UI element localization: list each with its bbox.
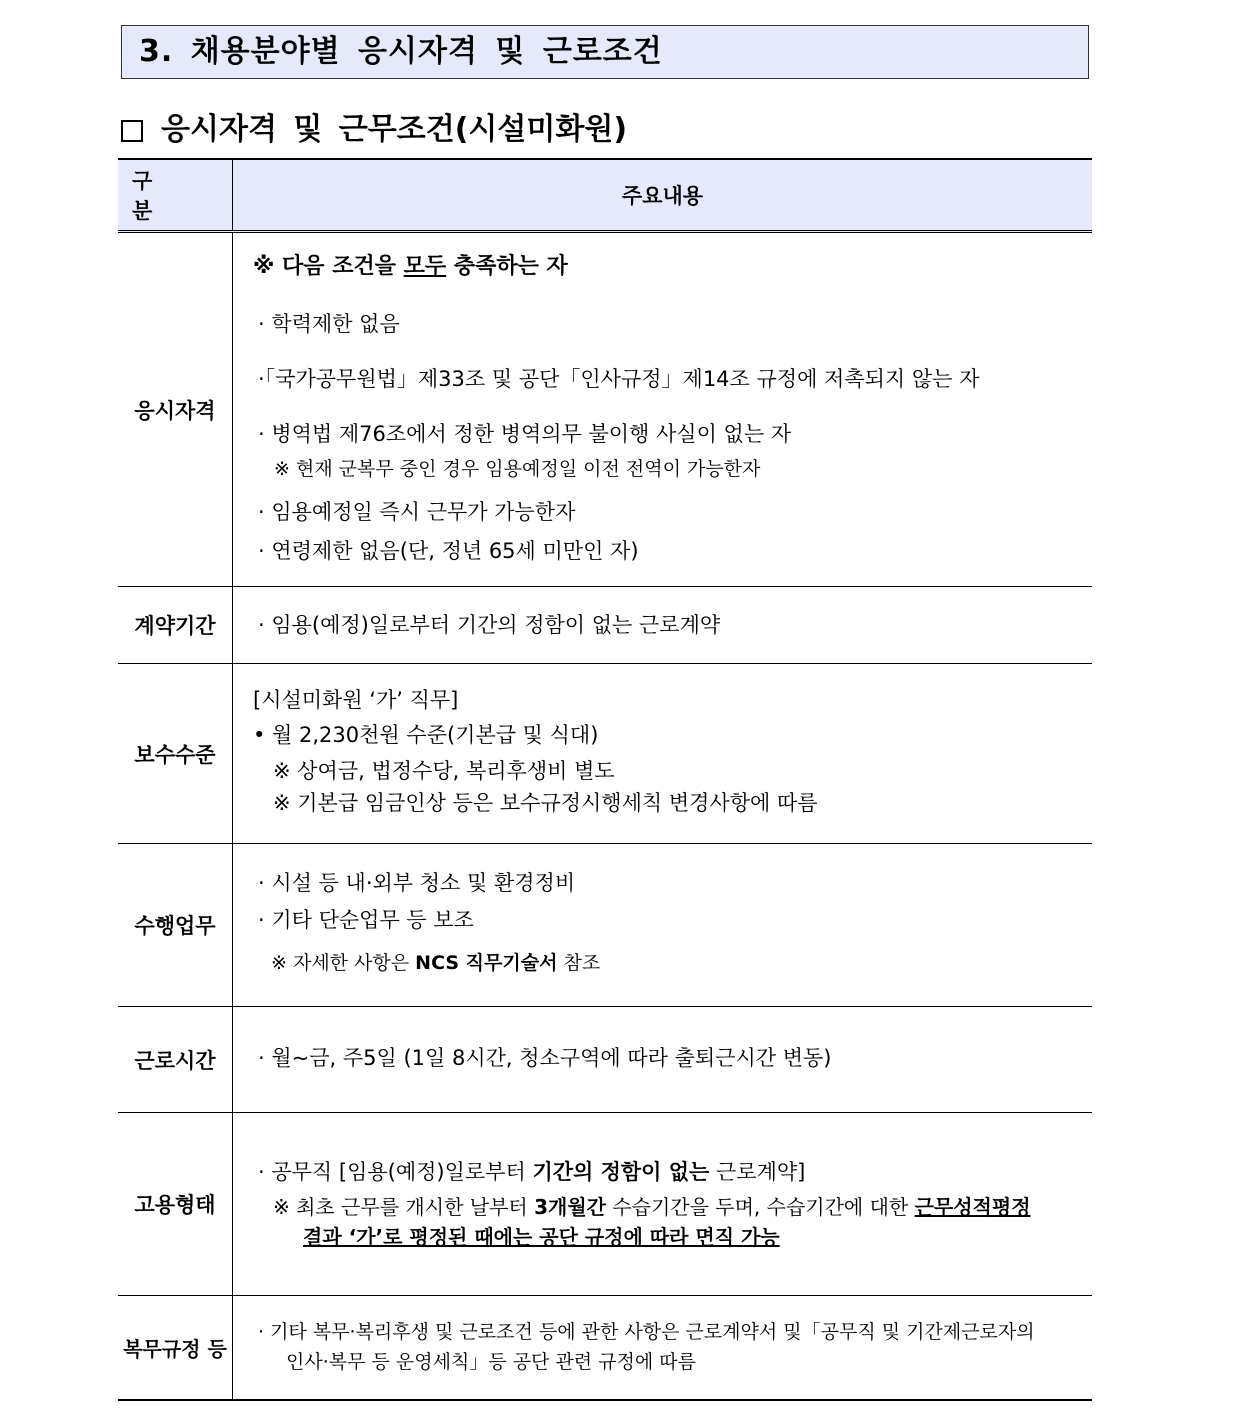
hours-item: · 월~금, 주5일 (1일 8시간, 청소구역에 따라 출퇴근시간 변동): [258, 1046, 832, 1070]
header-content: 주요내용: [621, 184, 704, 208]
row-employment: [118, 1113, 1092, 1296]
row-label-duties: 수행업무: [118, 844, 233, 1006]
row-duties: [118, 844, 1092, 1007]
section-header: 3. 채용분야별 응시자격 및 근로조건: [121, 25, 1089, 79]
salary-note: ※ 기본급 임금인상 등은 보수규정시행세칙 변경사항에 따름: [273, 791, 818, 815]
row-label-service-rules: 복무규정 등: [118, 1296, 233, 1399]
conditions-table: [118, 158, 1092, 1401]
row-hours: [118, 1007, 1092, 1113]
row-label-hours: 근로시간: [118, 1007, 233, 1112]
qualification-item: · 학력제한 없음: [258, 312, 400, 336]
row-service-rules: [118, 1296, 1092, 1401]
employment-dismissal-note: 결과 ‘가’로 평정된 때에는 공단 규정에 따라 면직 가능: [303, 1225, 780, 1249]
header-category: 구 분: [118, 160, 233, 230]
sub-title: [121, 108, 627, 152]
qualification-item: ·「국가공무원법」제33조 및 공단「인사규정」제14조 규정에 저촉되지 않는 자: [258, 367, 980, 391]
checkbox-icon: [121, 120, 143, 142]
salary-note: ※ 상여금, 법정수당, 복리후생비 별도: [273, 759, 615, 783]
row-salary: [118, 664, 1092, 844]
sub-title-text: 응시자격 및 근무조건(시설미화원): [161, 112, 628, 147]
row-qualification: [118, 233, 1092, 587]
row-label-salary: 보수수준: [118, 664, 233, 843]
qualification-item: · 임용예정일 즉시 근무가 가능한자: [258, 500, 576, 524]
service-rules-text: 인사·복무 등 운영세칙」등 공단 관련 규정에 따름: [286, 1351, 697, 1373]
duties-item: · 시설 등 내·외부 청소 및 환경정비: [258, 871, 576, 895]
qualification-item: · 연령제한 없음(단, 정년 65세 미만인 자): [258, 539, 639, 563]
qualification-item: · 병역법 제76조에서 정한 병역의무 불이행 사실이 없는 자: [258, 422, 792, 446]
duties-note: ※ 자세한 사항은 NCS 직무기술서 참조: [271, 952, 601, 974]
qualification-intro: ※ 다음 조건을 모두 충족하는 자: [253, 254, 568, 279]
qualification-note: ※ 현재 군복무 중인 경우 임용예정일 이전 전역이 가능한자: [274, 458, 761, 480]
row-label-contract: 계약기간: [118, 587, 233, 663]
row-label-qualification: 응시자격: [118, 233, 233, 586]
duties-item: · 기타 단순업무 등 보조: [258, 908, 474, 932]
salary-job-grade: [시설미화원 ‘가’ 직무]: [253, 688, 459, 712]
service-rules-text: · 기타 복무·복리후생 및 근로조건 등에 관한 사항은 근로계약서 및「공무직 및 기간제근로자의: [258, 1321, 1035, 1343]
table-header-row: [118, 160, 1092, 233]
salary-amount: • 월 2,230천원 수준(기본급 및 식대): [253, 723, 599, 747]
contract-item: · 임용(예정)일로부터 기간의 정함이 없는 근로계약: [258, 613, 721, 637]
row-label-employment: 고용형태: [118, 1113, 233, 1295]
employment-probation-note: ※ 최초 근무를 개시한 날부터 3개월간 수습기간을 두며, 수습기간에 대한 근무성적평정: [273, 1195, 1031, 1219]
employment-type: · 공무직 [임용(예정)일로부터 기간의 정함이 없는 근로계약]: [258, 1160, 806, 1184]
row-contract: [118, 587, 1092, 664]
